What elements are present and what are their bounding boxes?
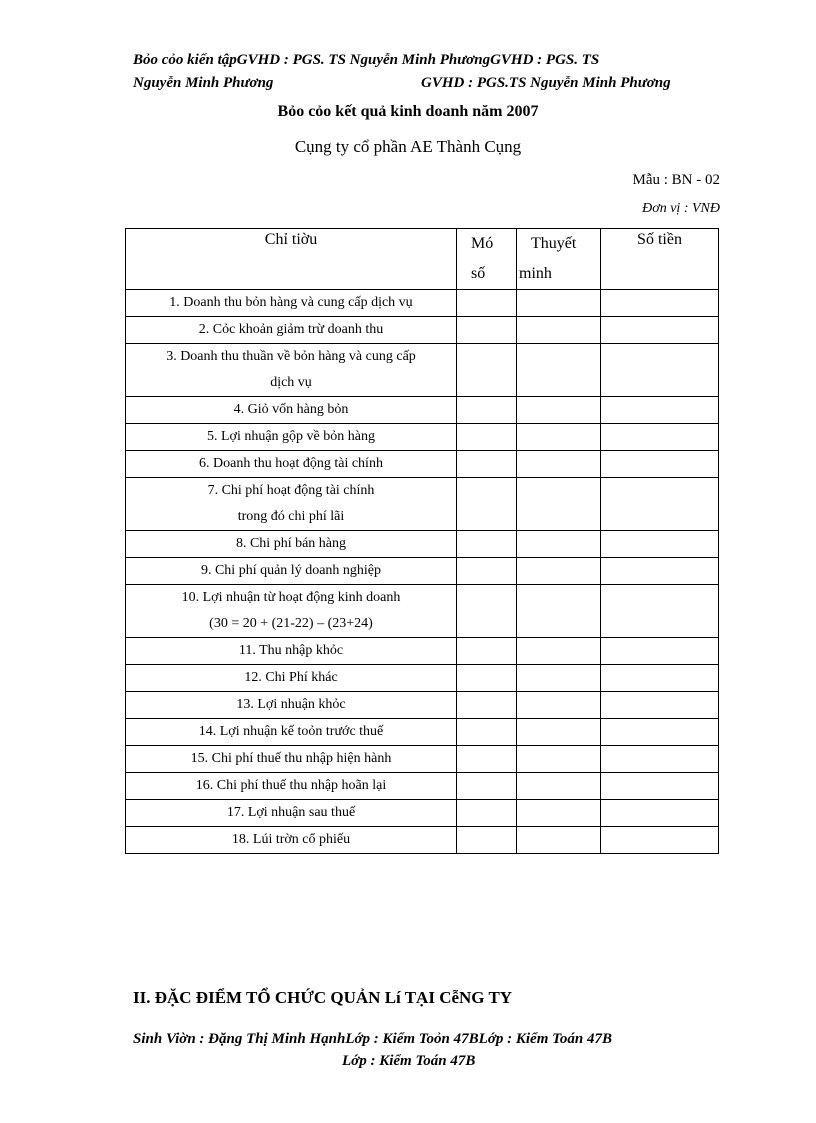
amount-cell: [601, 827, 719, 854]
amount-cell: [601, 719, 719, 746]
code-cell: [457, 451, 517, 478]
note-cell: [517, 827, 601, 854]
table-row: [126, 478, 719, 531]
code-cell: [457, 638, 517, 665]
code-cell: [457, 773, 517, 800]
table-header-row: [126, 229, 719, 290]
amount-cell: [601, 344, 719, 397]
header-line-1: Bỏo cỏo kiến tậpGVHD : PGS. TS Nguyễn Minh PhươngGVHD : PGS. TS: [133, 52, 600, 68]
note-cell: [517, 451, 601, 478]
form-code: Mẫu : BN - 02: [632, 172, 720, 188]
header-line-2-right: GVHD : PGS.TS Nguyễn Minh Phương: [421, 75, 671, 91]
code-cell: [457, 665, 517, 692]
footer-line-1: Sinh Viờn : Đặng Thị Minh HạnhLớp : Kiểm Toỏn 47BLớp : Kiểm Toán 47B: [133, 1031, 612, 1047]
company-name: Cụng ty cổ phần AE Thành Cụng: [294, 137, 522, 156]
table-row: [126, 800, 719, 827]
note-cell: [517, 719, 601, 746]
indicator-label: 17. Lợi nhuận sau thuế: [226, 805, 356, 820]
indicator-cell: [126, 397, 457, 424]
note-cell: [517, 558, 601, 585]
table-body: [126, 290, 719, 854]
code-cell: [457, 692, 517, 719]
indicator-label: 10. Lợi nhuận từ hoạt động kinh doanh: [181, 590, 401, 605]
indicator-cell: [126, 290, 457, 317]
amount-cell: [601, 424, 719, 451]
code-cell: [457, 344, 517, 397]
note-cell: [517, 344, 601, 397]
indicator-label: 7. Chi phí hoạt động tài chính: [207, 483, 375, 498]
code-cell: [457, 478, 517, 531]
amount-cell: [601, 692, 719, 719]
amount-cell: [601, 451, 719, 478]
indicator-label: 8. Chi phí bán hàng: [235, 536, 347, 551]
note-cell: [517, 800, 601, 827]
table-row: [126, 424, 719, 451]
indicator-cell: [126, 317, 457, 344]
amount-cell: [601, 585, 719, 638]
indicator-cell: [126, 827, 457, 854]
footer-line-2: Lớp : Kiểm Toán 47B: [342, 1053, 476, 1069]
code-cell: [457, 800, 517, 827]
indicator-label: 18. Lúi trờn cổ phiếu: [231, 832, 351, 847]
column-header-amount: Số tiền: [601, 229, 719, 290]
table-row: [126, 773, 719, 800]
column-header-indicator: Chỉ tiờu: [126, 229, 457, 290]
indicator-cell: [126, 773, 457, 800]
note-cell: [517, 665, 601, 692]
table-row: [126, 827, 719, 854]
table-row: [126, 397, 719, 424]
amount-cell: [601, 746, 719, 773]
indicator-label: 13. Lợi nhuận khỏc: [236, 697, 346, 712]
indicator-label: 2. Cỏc khoản giảm trừ doanh thu: [198, 322, 384, 337]
code-cell: [457, 290, 517, 317]
indicator-cell: [126, 558, 457, 585]
note-cell: [517, 424, 601, 451]
amount-cell: [601, 317, 719, 344]
code-cell: [457, 585, 517, 638]
indicator-cell: [126, 478, 457, 531]
code-cell: [457, 827, 517, 854]
code-cell: [457, 317, 517, 344]
header-line-2-left: Nguyễn Minh Phương: [133, 75, 274, 91]
indicator-label-continued: dịch vụ: [270, 375, 312, 390]
table-row: [126, 558, 719, 585]
indicator-label-continued: (30 = 20 + (21-22) – (23+24): [209, 616, 373, 631]
indicator-label: 6. Doanh thu hoạt động tài chính: [199, 456, 383, 471]
section-heading: II. ĐẶC ĐIỂM TỔ CHỨC QUẢN Lí TẠI CễNG TY: [133, 988, 513, 1007]
indicator-cell: [126, 665, 457, 692]
indicator-cell: [126, 746, 457, 773]
indicator-label: 14. Lợi nhuận kế toỏn trước thuế: [198, 724, 384, 739]
indicator-label: 1. Doanh thu bỏn hàng và cung cấp dịch vụ: [169, 295, 413, 310]
amount-cell: [601, 773, 719, 800]
note-cell: [517, 397, 601, 424]
code-cell: [457, 397, 517, 424]
indicator-cell: [126, 424, 457, 451]
table-row: [126, 719, 719, 746]
table-row: [126, 692, 719, 719]
indicator-label: 15. Chi phí thuế thu nhập hiện hành: [190, 751, 392, 766]
indicator-label: 9. Chi phí quản lý doanh nghiệp: [200, 563, 382, 578]
amount-cell: [601, 800, 719, 827]
note-cell: [517, 692, 601, 719]
amount-cell: [601, 638, 719, 665]
code-cell: [457, 558, 517, 585]
code-cell: [457, 424, 517, 451]
amount-cell: [601, 531, 719, 558]
indicator-cell: [126, 344, 457, 397]
indicator-cell: [126, 531, 457, 558]
code-cell: [457, 746, 517, 773]
income-statement-table: [125, 228, 719, 854]
table-row: [126, 451, 719, 478]
code-cell: [457, 531, 517, 558]
amount-cell: [601, 290, 719, 317]
code-cell: [457, 719, 517, 746]
indicator-cell: [126, 692, 457, 719]
note-cell: [517, 773, 601, 800]
indicator-label: 3. Doanh thu thuần về bỏn hàng và cung cấp: [166, 349, 416, 364]
note-cell: [517, 585, 601, 638]
note-cell: [517, 478, 601, 531]
note-cell: [517, 317, 601, 344]
currency-unit: Đơn vị : VNĐ: [642, 201, 720, 216]
column-header-code: Mó số: [457, 229, 517, 290]
indicator-cell: [126, 638, 457, 665]
note-cell: [517, 638, 601, 665]
table-row: [126, 585, 719, 638]
column-header-note: Thuyết minh: [517, 229, 601, 290]
indicator-label: 16. Chi phí thuế thu nhập hoãn lại: [195, 778, 387, 793]
note-cell: [517, 290, 601, 317]
table-row: [126, 665, 719, 692]
indicator-cell: [126, 800, 457, 827]
report-title: Bỏo cỏo kết quả kinh doanh năm 2007: [277, 103, 539, 120]
table-row: [126, 317, 719, 344]
amount-cell: [601, 478, 719, 531]
indicator-label: 11. Thu nhập khỏc: [238, 643, 344, 658]
table-row: [126, 531, 719, 558]
indicator-label-continued: trong đó chi phí lãi: [237, 509, 345, 524]
indicator-cell: [126, 719, 457, 746]
note-cell: [517, 746, 601, 773]
note-cell: [517, 531, 601, 558]
table-row: [126, 638, 719, 665]
amount-cell: [601, 397, 719, 424]
amount-cell: [601, 665, 719, 692]
table-row: [126, 344, 719, 397]
indicator-label: 4. Giỏ vốn hàng bỏn: [233, 402, 349, 417]
indicator-cell: [126, 451, 457, 478]
indicator-label: 5. Lợi nhuận gộp về bỏn hàng: [207, 429, 375, 444]
amount-cell: [601, 558, 719, 585]
table-row: [126, 290, 719, 317]
indicator-label: 12. Chi Phí khác: [244, 670, 338, 685]
table-row: [126, 746, 719, 773]
indicator-cell: [126, 585, 457, 638]
